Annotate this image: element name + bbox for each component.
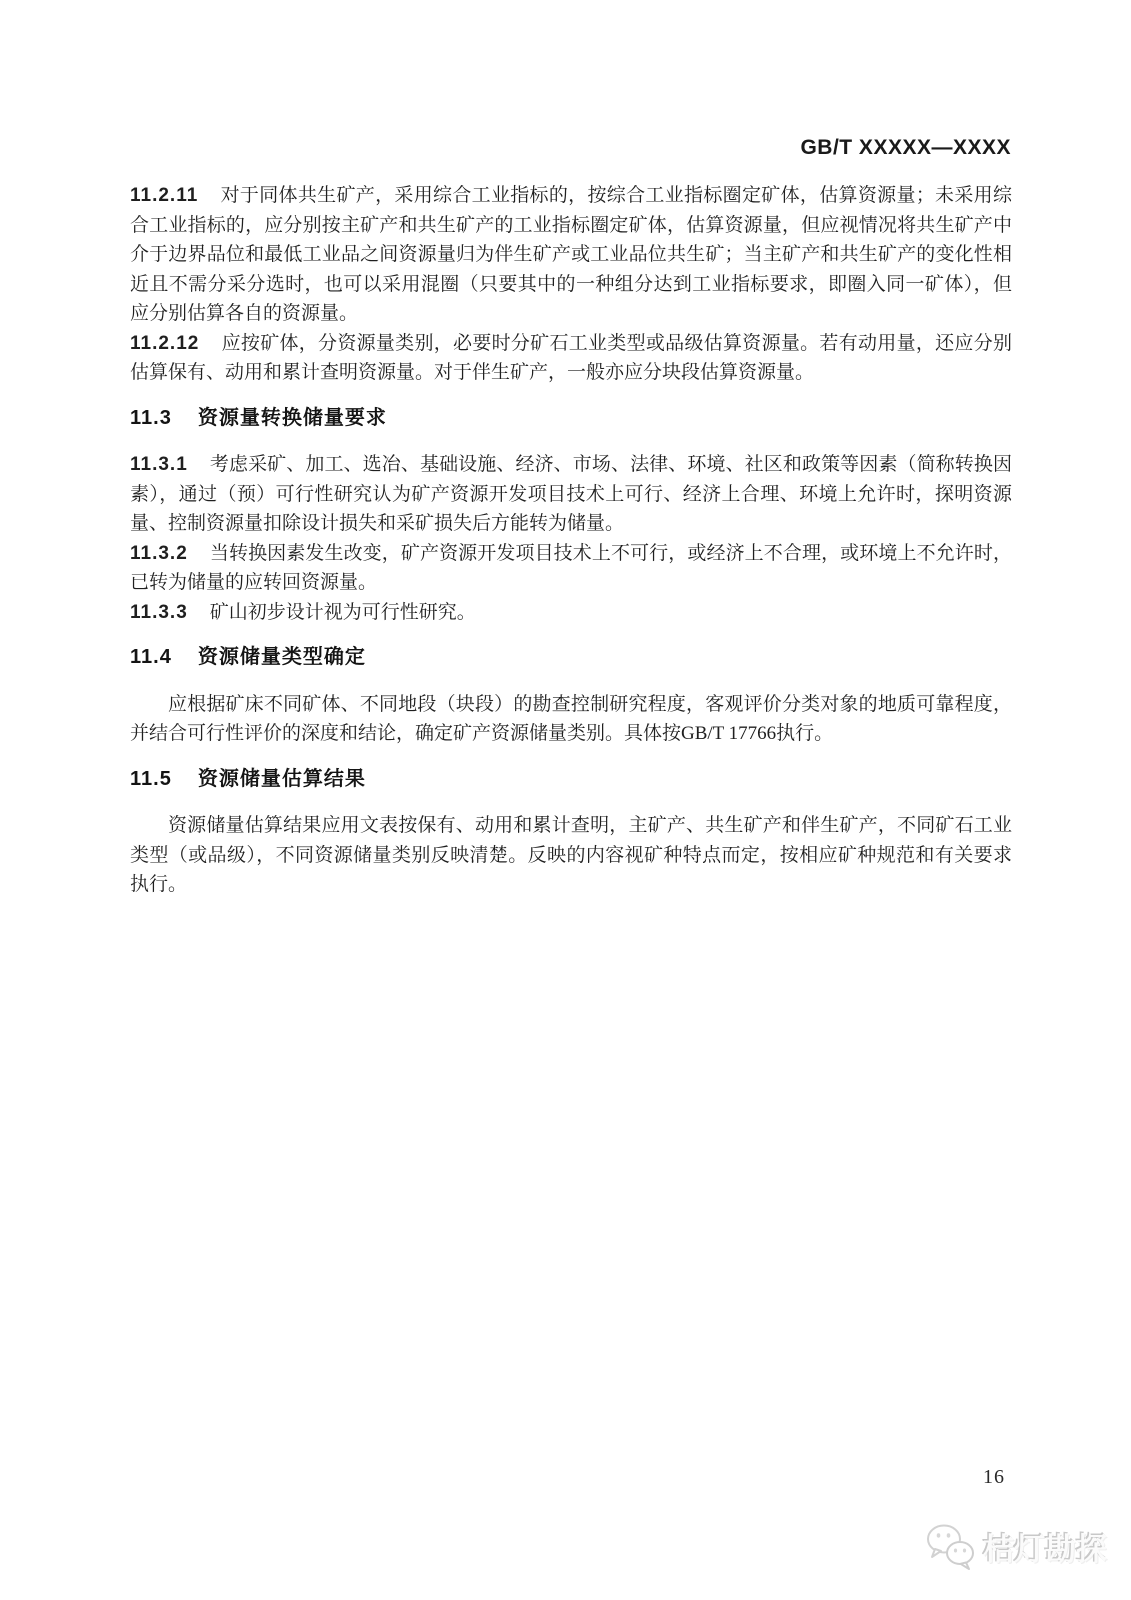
clause-text: 应按矿体，分资源量类别，必要时分矿石工业类型或品级估算资源量。若有动用量，还应分别估算保有、动用和累计查明资源量。对于伴生矿产，一般亦应分块段估算资源量。 <box>130 332 1012 383</box>
heading-11-5 <box>130 765 1012 795</box>
heading-text: 资源量转换储量要求 <box>197 406 387 429</box>
heading-number: 11.4 <box>130 646 172 668</box>
clause-text: 当转换因素发生改变，矿产资源开发项目技术上不可行，或经济上不合理，或环境上不允许时，已转为储量的应转回资源量。 <box>130 542 1012 593</box>
heading-text: 资源储量类型确定 <box>197 646 366 668</box>
heading-number: 11.5 <box>130 767 172 790</box>
heading-11-3 <box>130 404 1012 434</box>
document-code: GB/T XXXXX—XXXX <box>800 136 1011 159</box>
heading-11-4 <box>130 643 1012 673</box>
heading-number: 11.3 <box>130 406 172 429</box>
clause-11-3-2 <box>130 539 1012 598</box>
clause-text: 考虑采矿、加工、选冶、基础设施、经济、市场、法律、环境、社区和政策等因素（简称转换因素），通过（预）可行性研究认为矿产资源开发项目技术上可行、经济上合理、环境上允许时，探明资源量、控制资源量扣除设计损失和采矿损失后方能转为储量。 <box>130 454 1012 534</box>
page-number: 16 <box>983 1466 1005 1488</box>
paragraph-11-5: 资源储量估算结果应用文表按保有、动用和累计查明，主矿产、共生矿产和伴生矿产，不同矿石工业类型（或品级），不同资源储量类别反映清楚。反映的内容视矿种特点而定，按相应矿种规范和有关要求执行。 <box>130 815 1012 895</box>
watermark-text: 桔灯勘探 <box>983 1531 1107 1567</box>
clause-11-3-3 <box>130 598 1012 628</box>
paragraph-11-4: 应根据矿床不同矿体、不同地段（块段）的勘查控制研究程度，客观评价分类对象的地质可靠程度，并结合可行性评价的深度和结论，确定矿产资源储量类别。具体按GB/T 17766执行。 <box>130 693 1012 744</box>
heading-text: 资源储量估算结果 <box>197 767 366 790</box>
clause-number: 11.2.11 <box>130 185 199 206</box>
clause-number: 11.3.1 <box>130 454 188 475</box>
clause-number: 11.3.2 <box>130 542 188 564</box>
clause-11-2-12 <box>130 329 1012 388</box>
clause-text: 矿山初步设计视为可行性研究。 <box>209 601 476 623</box>
document-body <box>130 181 1012 900</box>
wechat-icon <box>925 1522 977 1570</box>
clause-11-2-11 <box>130 181 1012 329</box>
clause-number: 11.2.12 <box>130 332 200 354</box>
clause-11-3-1 <box>130 450 1012 539</box>
clause-text: 对于同体共生矿产，采用综合工业指标的，按综合工业指标圈定矿体，估算资源量；未采用综合工业指标的，应分别按主矿产和共生矿产的工业指标圈定矿体，估算资源量，但应视情况将共生矿产中介于边界品位和最低工业品之间资源量归为伴生矿产或工业品位共生矿；当主矿产和共生矿产的变化性相近且不需分采分选时，也可以采用混圈（只要其中的一种组分达到工业指标要求，即圈入同一矿体），但应分别估算各自的资源量。 <box>130 185 1012 324</box>
clause-number: 11.3.3 <box>130 601 188 623</box>
watermark <box>925 1522 1107 1570</box>
